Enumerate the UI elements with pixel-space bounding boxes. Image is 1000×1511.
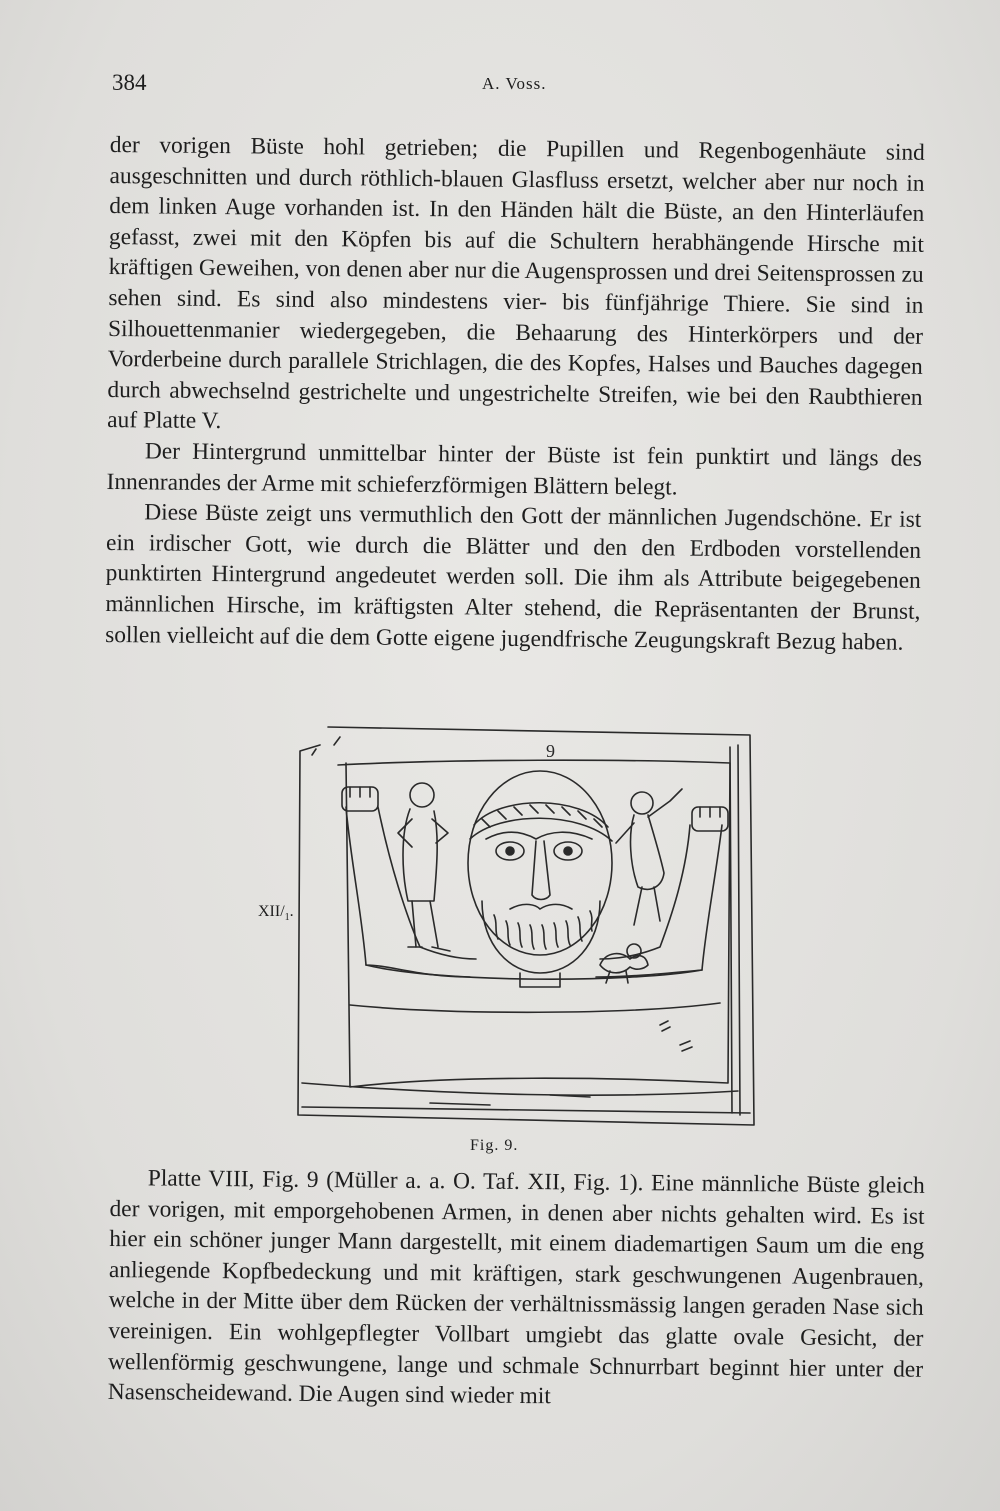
head-outline <box>468 771 612 955</box>
nose <box>532 841 550 900</box>
hair-band <box>474 803 608 827</box>
relief-drawing <box>250 715 770 1135</box>
page-number: 384 <box>112 70 147 95</box>
moustache <box>510 904 572 909</box>
plate-ref-main: XII/ <box>258 903 285 920</box>
paragraph: Platte VIII, Fig. 9 (Müller a. a. O. Taf. XII, Fig. 1). Eine männliche Büste gleich der vorigen, mit emporgehobenen Armen, in denen aber nichts gehalten wird. Es ist hier ein schöner junger Mann dargestellt, mit einem diademartigen Saum um die eng anliegende Kopfbedeckung und mit kräftigen, stark geschwungenen Augenbrauen, welche in der Mitte über dem Rücken der verhältnissmässig langen geraden Nase sich vereinigen. Ein wohlgepflegter Vollbart umgiebt das glatte ovale Gesicht, der wellenförmig geschwungene, lange und schmale Schnurrbart beginnt hier unter der Nasenscheidewand. Die Augen sind wieder mit <box>107 1165 925 1410</box>
paragraph: Diese Büste zeigt uns vermuthlich den Gott der männlichen Jugendschöne. Er ist ein irdischer Gott, wie durch die Blätter und den den Erdboden vorstellenden punktirten Hintergrund angedeutet werden soll. Die ihm als Attribute beigegebenen männlichen Hirsche, im kräftigsten Alter stehend, die Repräsentanten der Brunst, sollen vielleicht auf die dem Gotte eigene jugendfrische Zeugungskraft Bezug haben. <box>105 499 922 656</box>
right-figure-head <box>631 792 653 814</box>
body-text-top <box>105 130 925 658</box>
running-head <box>112 70 910 100</box>
right-figure-body <box>631 815 664 889</box>
plate-reference: XII/$_1$. <box>258 903 294 924</box>
paragraph: Der Hintergrund unmittelbar hinter der Büste ist fein punktirt und längs des Innenrandes der Arme mit schieferzförmigen Blättern belegt. <box>106 438 923 500</box>
figure-caption: Fig. 9. <box>470 1137 519 1154</box>
figure-illustration <box>250 715 770 1135</box>
plate-ref-sub: 1 <box>284 912 290 924</box>
body-text-bottom <box>108 1163 925 1416</box>
running-head-author: A. Voss. <box>482 74 547 93</box>
plate-number: 9 <box>546 741 555 761</box>
left-arm <box>346 807 470 977</box>
paragraph: der vorigen Büste hohl getrieben; die Pupillen und Regenbogenhäute sind ausgeschnitten und durch röthlich-blauen Glasfluss ersetzt, welcher aber nur noch in dem linken Auge vorhanden ist. In den Händen hält die Büste, an den Hinterläufen gefasst, zwei mit den Köpfen bis auf die Schultern herabhängende Hirsche mit kräftigen Geweihen, von denen aber nur die Augensprossen und drei Seitensprossen zu sehen sind. Es sind also mindestens vier- bis fünfjährige Thiere. Sie sind in Silhouettenmanier wiedergegeben, die Behaarung des Hinterkörpers und der Vorderbeine durch parallele Strichlagen, die des Kopfes, Halses und Bauches dagegen durch abwechselnd gestrichelte und ungestrichelte Streifen, wie bei den Raubthieren auf Platte V. <box>107 131 925 435</box>
left-figure-head <box>410 783 434 807</box>
eyebrows <box>486 832 592 839</box>
